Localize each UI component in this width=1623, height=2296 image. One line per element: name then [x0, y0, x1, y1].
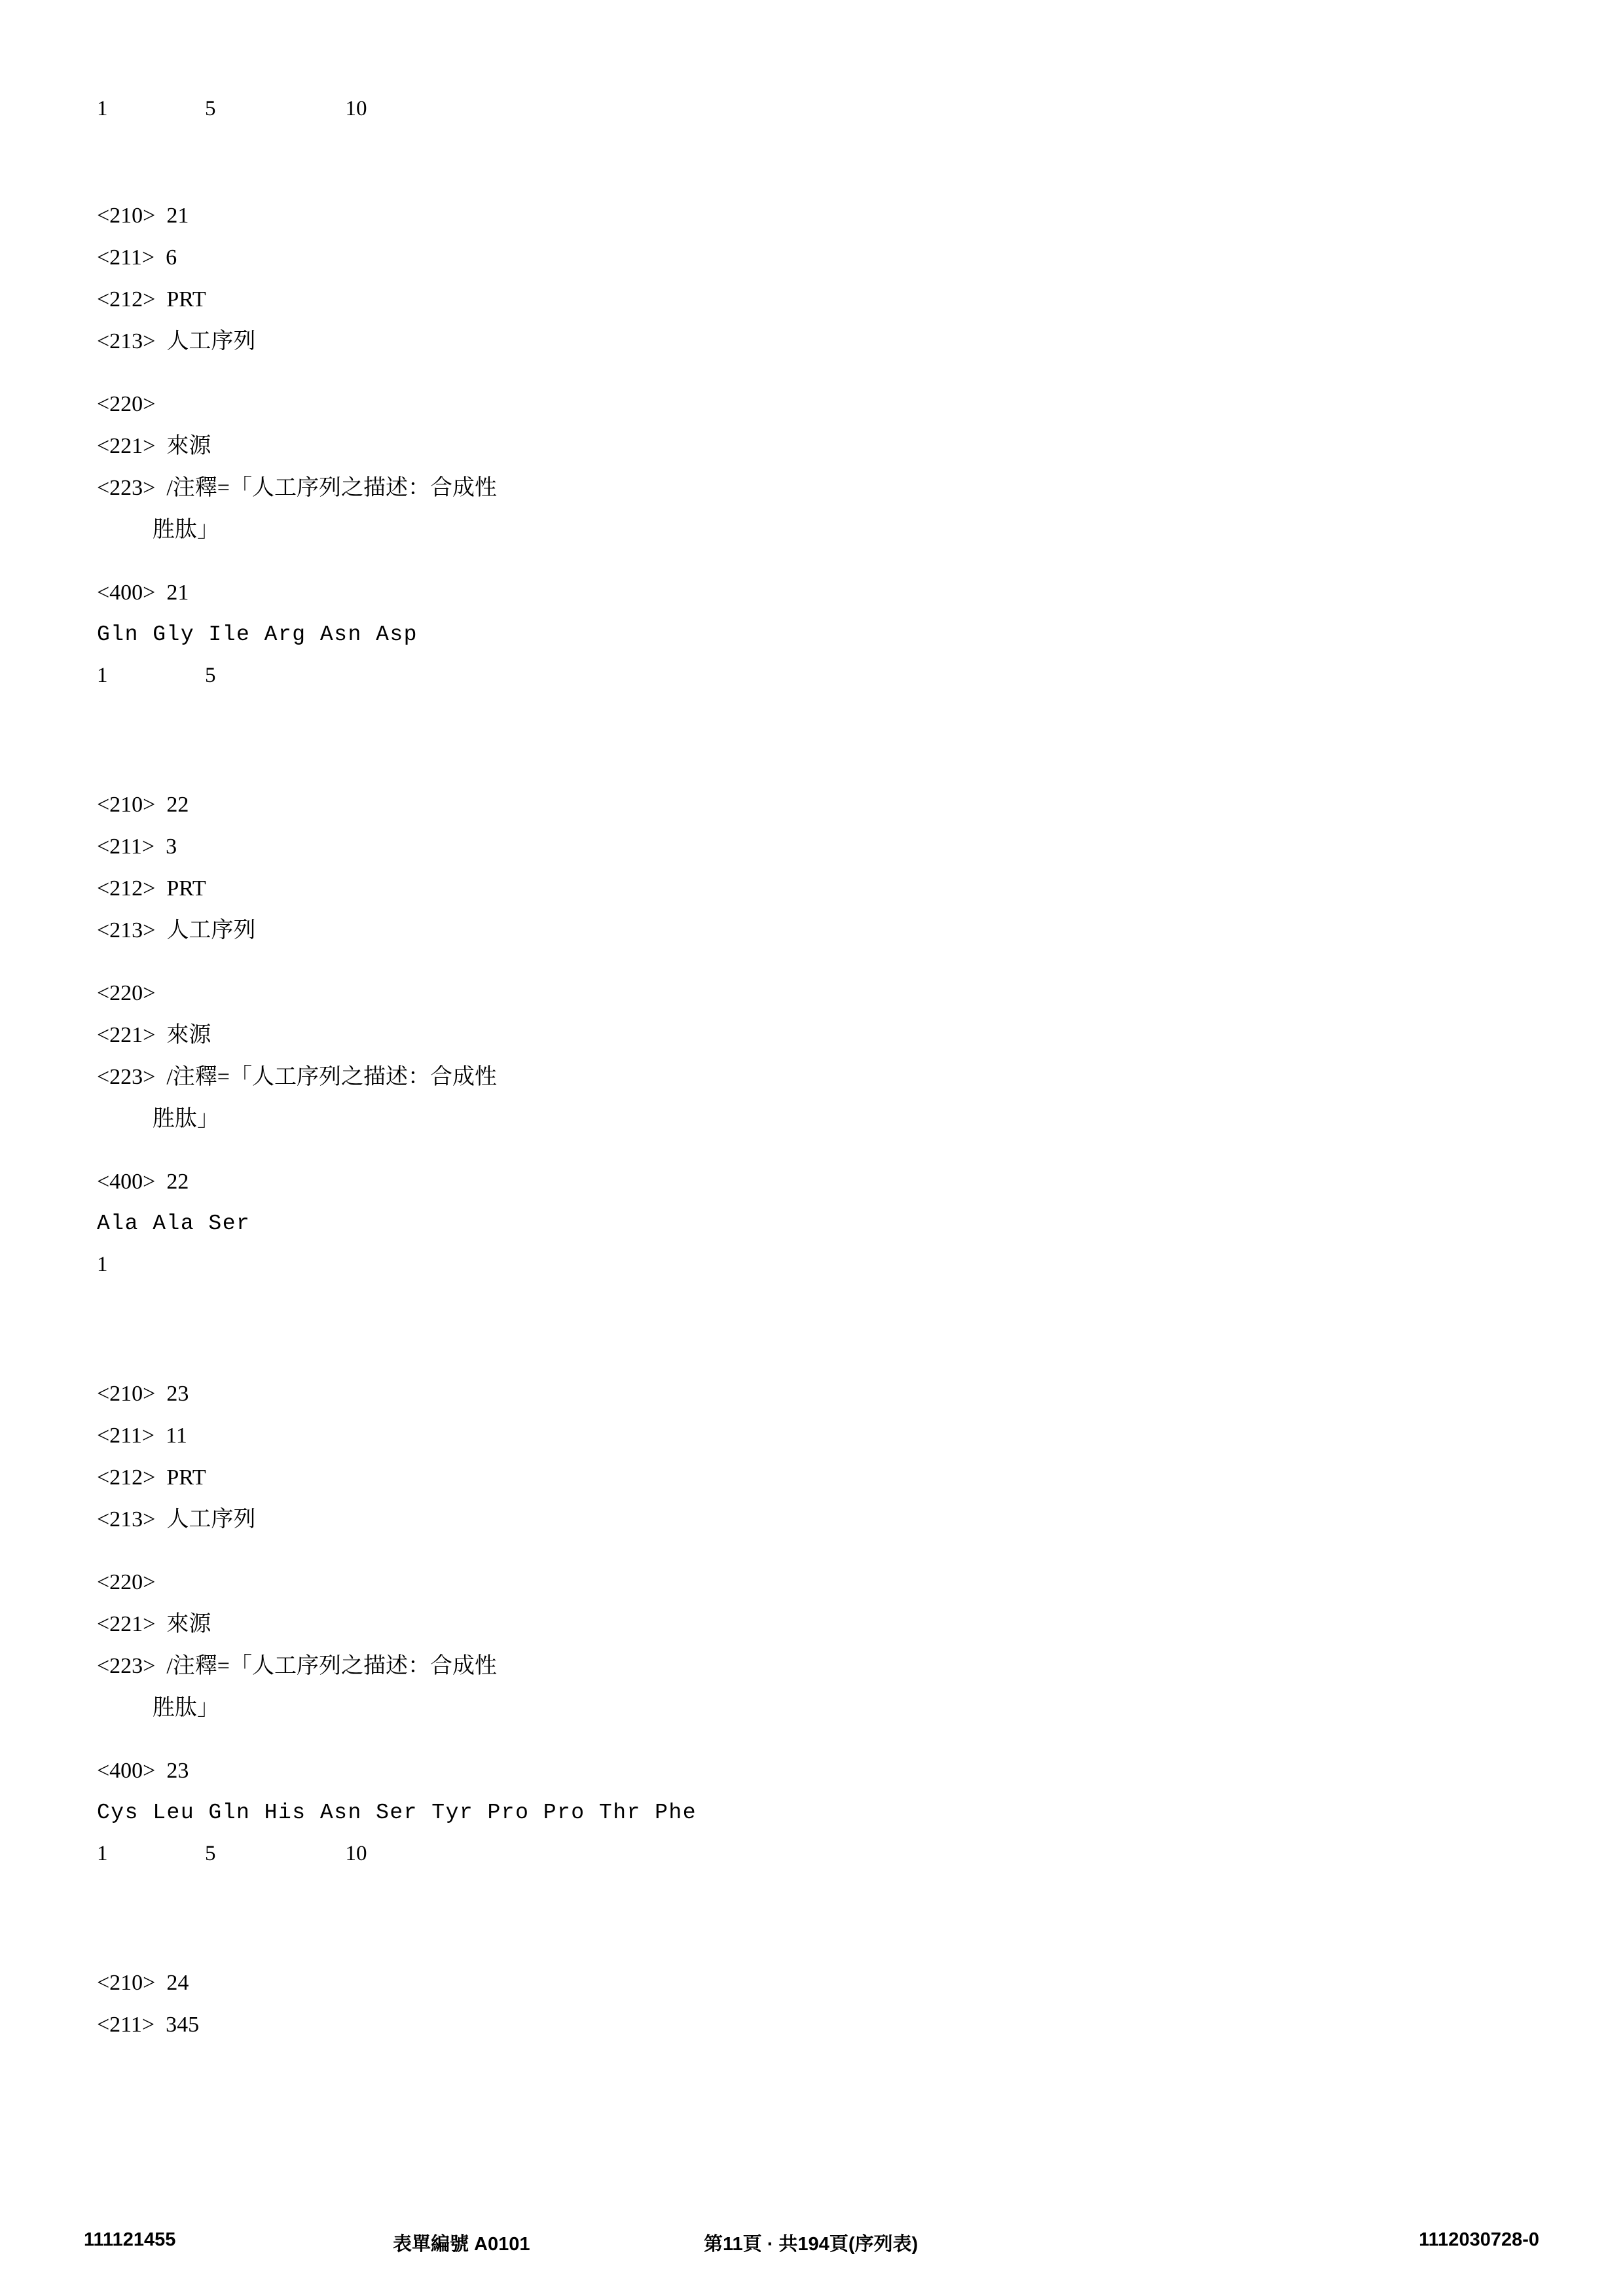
tag-220: <220>: [97, 1570, 156, 1594]
amino-acid-sequence: Gln Gly Ile Arg Asn Asp: [97, 622, 418, 647]
note-line: [97, 477, 1524, 499]
value-211: 6: [166, 245, 177, 270]
tag-213: <213>: [97, 329, 156, 353]
value-221: 來源: [166, 1023, 211, 1047]
value-211: 3: [166, 834, 177, 859]
sequence-tag-line: [97, 1760, 1524, 1782]
amino-acid-sequence: Cys Leu Gln His Asn Ser Tyr Pro Pro Thr Phe: [97, 1801, 697, 1825]
tag-220: <220>: [97, 981, 156, 1005]
tag-223: <223>: [97, 476, 156, 500]
tag-211: <211>: [97, 834, 155, 859]
tag-211: <211>: [97, 2013, 155, 2037]
sequence-tag-line: [97, 582, 1524, 604]
tag-210: <210>: [97, 1382, 156, 1406]
seq-length-line: [97, 836, 1524, 858]
value-210: 22: [166, 793, 189, 817]
spacer: [97, 687, 1524, 772]
tag-221: <221>: [97, 1612, 156, 1636]
source-line: [97, 435, 1524, 457]
tag-400: <400>: [97, 1759, 156, 1783]
seq-length-line: [97, 247, 1524, 269]
tag-212: <212>: [97, 287, 156, 312]
value-213: 人工序列: [166, 329, 256, 353]
seq-id-line: [97, 794, 1524, 816]
seq-id-line: [97, 1383, 1524, 1405]
spacer: [97, 1865, 1524, 1950]
sequence-entry-23: [97, 1383, 1524, 1865]
value-400: 23: [166, 1759, 189, 1783]
document-body: [97, 98, 1524, 2036]
spacer: [97, 942, 1524, 982]
seq-type-line: [97, 289, 1524, 311]
footer-case-number: 111121455: [84, 2229, 176, 2250]
tag-400: <400>: [97, 581, 156, 605]
source-line: [97, 1613, 1524, 1636]
sequence-entry-22: [97, 794, 1524, 1276]
value-223: /注釋=「人工序列之描述：合成性: [166, 476, 497, 500]
top-ruler: 1 5 10: [97, 97, 367, 120]
source-line: [97, 1024, 1524, 1047]
seq-organism-line: [97, 331, 1524, 353]
value-223: /注釋=「人工序列之描述：合成性: [166, 1065, 497, 1089]
value-213: 人工序列: [166, 1507, 256, 1532]
tag-223: <223>: [97, 1654, 156, 1678]
value-212: PRT: [166, 1465, 206, 1490]
value-211: 11: [166, 1424, 187, 1448]
spacer: [97, 1719, 1524, 1760]
value-223: /注釋=「人工序列之描述：合成性: [166, 1654, 497, 1678]
value-210: 24: [166, 1971, 189, 1995]
spacer: [97, 120, 1524, 205]
tag-212: <212>: [97, 1465, 156, 1490]
value-211: 345: [166, 2013, 200, 2037]
footer-document-number: 1112030728-0: [1419, 2229, 1539, 2250]
tag-210: <210>: [97, 204, 156, 228]
tag-221: <221>: [97, 434, 156, 458]
tag-400: <400>: [97, 1170, 156, 1194]
tag-211: <211>: [97, 1424, 155, 1448]
value-221: 來源: [166, 434, 211, 458]
page-footer: [0, 2229, 1623, 2255]
seq-type-line: [97, 878, 1524, 900]
feature-line: [97, 982, 1524, 1005]
sequence-ruler: 1 5 10: [97, 1842, 367, 1865]
value-210: 23: [166, 1382, 189, 1406]
sequence-tag-line: [97, 1171, 1524, 1193]
feature-line: [97, 393, 1524, 416]
tag-210: <210>: [97, 1971, 156, 1995]
value-212: PRT: [166, 287, 206, 312]
tag-210: <210>: [97, 793, 156, 817]
value-400: 21: [166, 581, 189, 605]
tag-213: <213>: [97, 1507, 156, 1532]
value-212: PRT: [166, 876, 206, 901]
value-213: 人工序列: [166, 918, 256, 942]
feature-line: [97, 1571, 1524, 1594]
tag-223: <223>: [97, 1065, 156, 1089]
spacer: [97, 1531, 1524, 1571]
seq-id-line: [97, 205, 1524, 227]
spacer: [97, 353, 1524, 393]
note-line: [97, 1655, 1524, 1677]
note-continuation: 胜肽」: [153, 518, 219, 542]
note-continuation: 胜肽」: [153, 1107, 219, 1131]
spacer: [97, 1276, 1524, 1361]
sequence-entry-21: [97, 205, 1524, 687]
spacer: [97, 1950, 1524, 1972]
footer-form-number: 表單編號 A0101: [393, 2234, 530, 2255]
value-400: 22: [166, 1170, 189, 1194]
seq-length-line: [97, 2014, 1524, 2036]
spacer: [97, 541, 1524, 582]
seq-type-line: [97, 1467, 1524, 1489]
spacer: [97, 772, 1524, 794]
note-continuation: 胜肽」: [153, 1696, 219, 1720]
seq-id-line: [97, 1972, 1524, 1994]
sequence-ruler: 1: [97, 1253, 108, 1276]
seq-organism-line: [97, 1509, 1524, 1531]
tag-220: <220>: [97, 392, 156, 416]
seq-organism-line: [97, 920, 1524, 942]
note-line: [97, 1066, 1524, 1088]
sequence-entry-24-partial: [97, 1972, 1524, 2036]
seq-length-line: [97, 1425, 1524, 1447]
sequence-ruler: 1 5: [97, 664, 216, 687]
spacer: [97, 1361, 1524, 1383]
tag-221: <221>: [97, 1023, 156, 1047]
value-221: 來源: [166, 1612, 211, 1636]
value-210: 21: [166, 204, 189, 228]
spacer: [97, 1130, 1524, 1171]
tag-212: <212>: [97, 876, 156, 901]
tag-211: <211>: [97, 245, 155, 270]
amino-acid-sequence: Ala Ala Ser: [97, 1211, 251, 1236]
footer-page-info: 第11頁 · 共194頁(序列表): [704, 2234, 919, 2255]
tag-213: <213>: [97, 918, 156, 942]
